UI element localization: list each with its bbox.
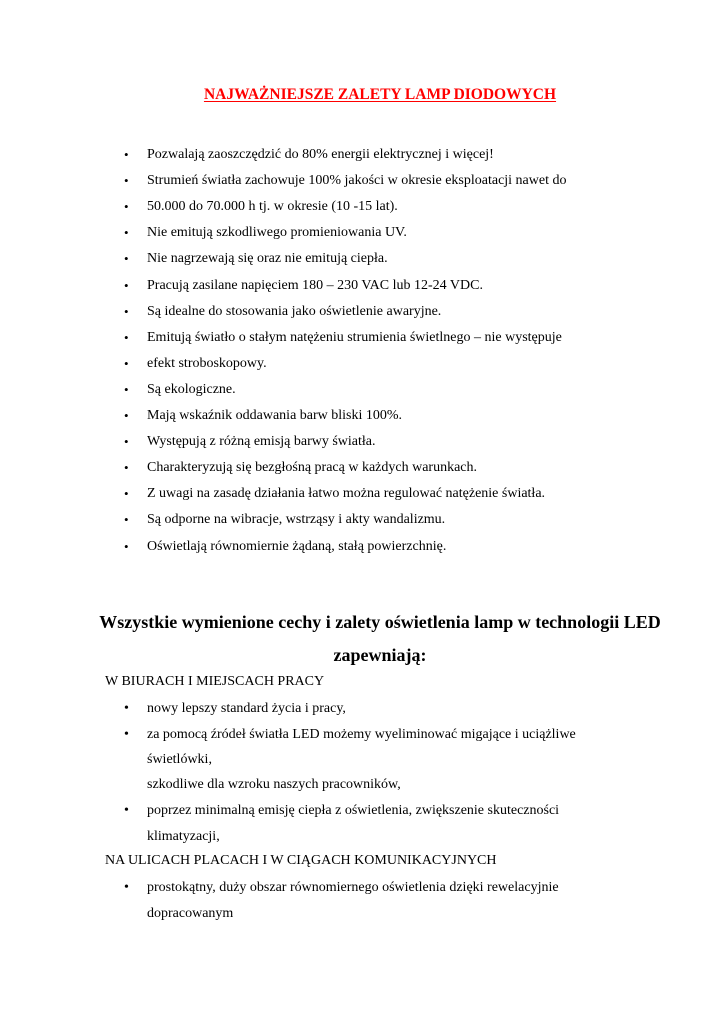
advantage-text: Nie nagrzewają się oraz nie emitują ciepła. [147, 251, 388, 267]
document-title: NAJWAŻNIEJSZE ZALETY LAMP DIODOWYCH [203, 86, 557, 103]
bullet-glyph: • [124, 225, 129, 241]
offices-item-2-line-2: świetlówki, [147, 752, 212, 767]
bullet-glyph: • [124, 727, 129, 742]
advantage-text: Są idealne do stosowania jako oświetlenie awaryjne. [147, 303, 442, 319]
offices-item-1: nowy lepszy standard życia i pracy, [147, 701, 346, 716]
bullet-glyph: • [124, 803, 129, 818]
bullet-glyph: • [124, 355, 129, 371]
bullet-glyph: • [124, 880, 129, 895]
advantage-text: Nie emitują szkodliwego promieniowania UV. [147, 225, 407, 241]
streets-item-1-line-2: dopracowanym [147, 906, 234, 921]
streets-item-1-line-1: prostokątny, duży obszar równomiernego oświetlenia dzięki rewelacyjnie [147, 880, 559, 895]
advantage-text: Emitują światło o stałym natężeniu strumienia świetlnego – nie występuje [147, 329, 562, 345]
bullet-glyph: • [124, 538, 129, 554]
bullet-glyph: • [124, 701, 129, 716]
advantage-text: Strumień światła zachowuje 100% jakości w okresie eksploatacji nawet do [147, 173, 567, 189]
bullet-glyph: • [124, 147, 129, 162]
advantage-text: Pracują zasilane napięciem 180 – 230 VAC lub 12-24 VDC. [147, 277, 483, 293]
offices-item-2-line-3: szkodliwe dla wzroku naszych pracowników, [147, 777, 401, 792]
advantage-text: Oświetlają równomiernie żądaną, stałą powierzchnię. [147, 538, 447, 554]
bullet-glyph: • [124, 460, 129, 476]
bullet-glyph: • [124, 329, 129, 345]
advantage-text: Występują z różną emisją barwy światła. [147, 434, 376, 450]
bullet-glyph: • [124, 251, 129, 267]
offices-item-3-line-2: klimatyzacji, [147, 829, 220, 844]
bullet-glyph: • [124, 277, 129, 293]
advantage-text: 50.000 do 70.000 h tj. w okresie (10 -15 lat). [147, 199, 398, 215]
advantage-text: Są odporne na wibracje, wstrząsy i akty wandalizmu. [147, 512, 446, 528]
summary-heading-line2: zapewniają: [333, 645, 427, 665]
advantage-text: efekt stroboskopowy. [147, 355, 267, 371]
advantage-text: Z uwagi na zasadę działania łatwo można regulować natężenie światła. [147, 486, 546, 502]
bullet-glyph: • [124, 408, 129, 423]
bullet-glyph: • [124, 303, 129, 319]
advantage-text: Charakteryzują się bezgłośną pracą w każdych warunkach. [147, 460, 478, 476]
streets-section-label: NA ULICACH PLACACH I W CIĄGACH KOMUNIKACYJNYCH [105, 853, 497, 868]
summary-heading-line1: Wszystkie wymienione cechy i zalety oświetlenia lamp w technologii LED [99, 612, 661, 632]
offices-item-3-line-1: poprzez minimalną emisję ciepła z oświetlenia, zwiększenie skuteczności [147, 803, 560, 818]
advantage-text: Mają wskaźnik oddawania barw bliski 100%. [147, 408, 403, 423]
advantage-text: Są ekologiczne. [147, 381, 236, 397]
bullet-glyph: • [124, 486, 129, 502]
offices-section-label: W BIURACH I MIEJSCACH PRACY [105, 674, 325, 689]
bullet-glyph: • [124, 173, 129, 189]
bullet-glyph: • [124, 199, 129, 215]
bullet-glyph: • [124, 381, 129, 397]
advantage-text: Pozwalają zaoszczędzić do 80% energii elektrycznej i więcej! [147, 147, 494, 162]
bullet-glyph: • [124, 434, 129, 450]
bullet-glyph: • [124, 512, 129, 528]
offices-item-2-line-1: za pomocą źródeł światła LED możemy wyeliminować migające i uciążliwe [147, 727, 576, 742]
